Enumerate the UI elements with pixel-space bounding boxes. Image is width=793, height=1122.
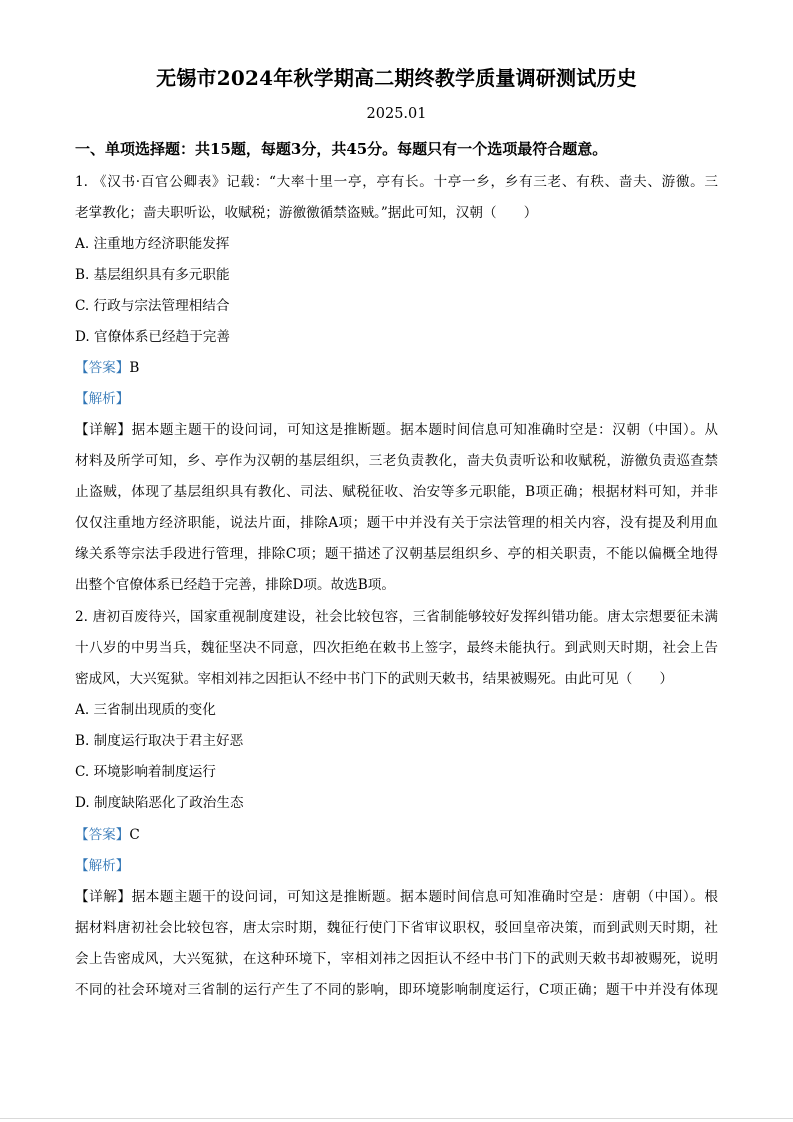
q1-detail-line-1 (75, 420, 718, 440)
q1-option-c: C. 行政与宗法管理相结合 (75, 298, 230, 314)
section-heading: 一、单项选择题：共15题，每题3分，共45分。每题只有一个选项最符合题意。 (75, 140, 608, 158)
answer-tag: 【答案】 (75, 827, 130, 843)
q2-option-d: D. 制度缺陷恶化了政治生态 (75, 795, 244, 811)
q2-detail-line-3: 会上告密成风，大兴冤狱，在这种环境下，宰相刘祎之因拒认不经中书门下的武则天敕书却被赐死，说明 (75, 951, 718, 967)
q2-detail-line-4: 不同的社会环境对三省制的运行产生了不同的影响，即环境影响制度运行，C项正确；题干中并没有体现 (75, 982, 718, 998)
page-bottom-divider (0, 1118, 793, 1119)
answer-value: B (129, 360, 140, 376)
q2-stem-line-2: 十八岁的中男当兵，魏征坚决不同意，四次拒绝在敕书上签字，最终未能执行。到武则天时期，社会上告 (75, 640, 718, 656)
q1-answer (75, 358, 139, 378)
detail-tag: 【详解】 (75, 889, 132, 905)
q2-option-c: C. 环境影响着制度运行 (75, 764, 216, 780)
q1-detail-line-2: 材料及所学可知，乡、亭作为汉朝的基层组织，三老负责教化，啬夫负责听讼和收赋税，游徼负责巡查禁 (75, 453, 718, 469)
q2-detail-line-1 (75, 887, 718, 907)
detail-text: 据本题主题干的设问词，可知这是推断题。据本题时间信息可知准确时空是：唐朝（中国）。根 (131, 889, 719, 905)
q2-stem-line-3: 密成风，大兴冤狱。宰相刘祎之因拒认不经中书门下的武则天敕书，结果被赐死。由此可见（ ） (75, 671, 674, 687)
page-title: 无锡市2024年秋学期高二期终教学质量调研测试历史 (156, 66, 637, 90)
detail-text: 据本题主题干的设问词，可知这是推断题。据本题时间信息可知准确时空是：汉朝（中国）。从 (131, 422, 719, 438)
q2-option-b: B. 制度运行取决于君主好恶 (75, 733, 244, 749)
q1-option-d: D. 官僚体系已经趋于完善 (75, 329, 230, 345)
q1-detail-line-3: 止盗贼，体现了基层组织具有教化、司法、赋税征收、治安等多元职能，B项正确；根据材料可知，并非 (75, 484, 718, 500)
q2-answer (75, 825, 140, 845)
answer-tag: 【答案】 (75, 360, 130, 376)
q1-option-b: B. 基层组织具有多元职能 (75, 267, 230, 283)
q1-stem-line-2: 老掌教化；啬夫职听讼，收赋税；游徼徼循禁盗贼。”据此可知，汉朝（ ） (75, 205, 538, 221)
q2-stem-line-1: 2. 唐初百废待兴，国家重视制度建设，社会比较包容，三省制能够较好发挥纠错功能。唐太宗想要征未满 (75, 609, 718, 625)
detail-tag: 【详解】 (75, 422, 132, 438)
q1-analysis-tag: 【解析】 (75, 391, 130, 407)
q1-detail-line-5: 缘关系等宗法手段进行管理，排除C项；题干描述了汉朝基层组织乡、亭的相关职责，不能以偏概全地得 (75, 546, 718, 562)
q2-analysis-tag: 【解析】 (75, 858, 130, 874)
exam-date: 2025.01 (366, 106, 427, 122)
answer-value: C (129, 827, 140, 843)
q2-detail-line-2: 据材料唐初社会比较包容，唐太宗时期，魏征行使门下省审议职权，驳回皇帝决策，而到武则天时期，社 (75, 920, 718, 936)
q1-option-a: A. 注重地方经济职能发挥 (75, 236, 230, 252)
q1-stem-line-1: 1. 《汉书·百官公卿表》记载：“大率十里一亭，亭有长。十亭一乡，乡有三老、有秩、啬夫、游徼。三 (75, 174, 718, 190)
q2-option-a: A. 三省制出现质的变化 (75, 702, 216, 718)
q1-detail-line-4: 仅仅注重地方经济职能，说法片面，排除A项；题干中并没有关于宗法管理的相关内容，没有提及利用血 (75, 515, 718, 531)
q1-detail-line-6: 出整个官僚体系已经趋于完善，排除D项。故选B项。 (75, 577, 395, 593)
